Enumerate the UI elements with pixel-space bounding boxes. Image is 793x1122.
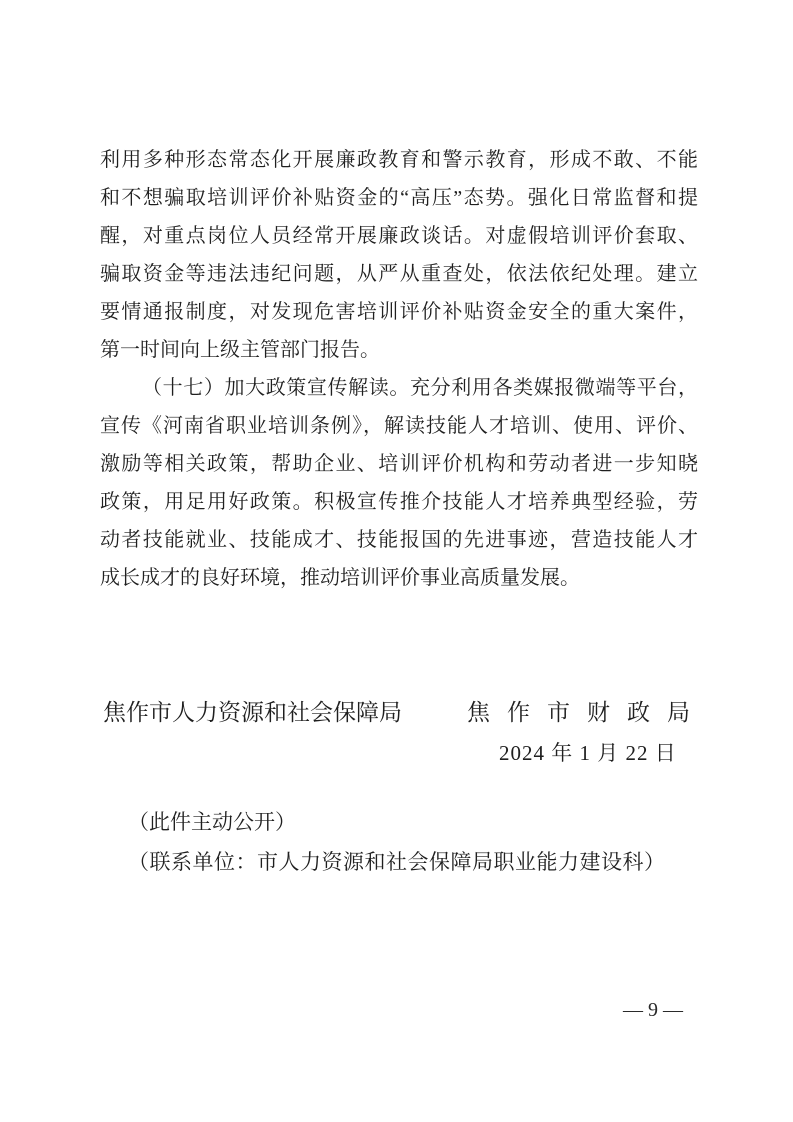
body-line: 第一时间向上级主管部门报告。 [100, 339, 380, 361]
body-line: 宣传《河南省职业培训条例》，解读技能人才培训、使用、评价、 [100, 415, 698, 437]
signature-issuer-right: 焦作市财政局 [467, 700, 707, 725]
body-line: 要情通报制度，对发现危害培训评价补贴资金安全的重大案件， [100, 301, 698, 323]
note-contact-unit: （联系单位：市人力资源和社会保障局职业能力建设科） [128, 850, 666, 874]
body-line: 政策，用足用好政策。积极宣传推介技能人才培养典型经验，劳 [100, 491, 698, 513]
body-line: 醒，对重点岗位人员经常开展廉政谈话。对虚假培训评价套取、 [100, 225, 698, 247]
note-public-disclosure: （此件主动公开） [128, 810, 296, 834]
body-line: 利用多种形态常态化开展廉政教育和警示教育，形成不敢、不能 [100, 149, 698, 171]
body-line: （十七）加大政策宣传解读。充分利用各类媒报微端等平台， [142, 377, 698, 399]
body-line: 和不想骗取培训评价补贴资金的“高压”态势。强化日常监督和提 [100, 187, 698, 209]
signature-date: 2024 年 1 月 22 日 [499, 741, 677, 765]
signature-issuer-left: 焦作市人力资源和社会保障局 [103, 700, 402, 725]
page-number: — 9 — [623, 999, 683, 1021]
body-line: 成长成才的良好环境，推动培训评价事业高质量发展。 [100, 567, 580, 589]
body-line: 激励等相关政策，帮助企业、培训评价机构和劳动者进一步知晓 [100, 453, 698, 475]
body-line: 骗取资金等违法违纪问题，从严从重查处，依法依纪处理。建立 [100, 263, 698, 285]
body-text [100, 141, 698, 597]
body-line: 动者技能就业、技能成才、技能报国的先进事迹，营造技能人才 [100, 529, 698, 551]
